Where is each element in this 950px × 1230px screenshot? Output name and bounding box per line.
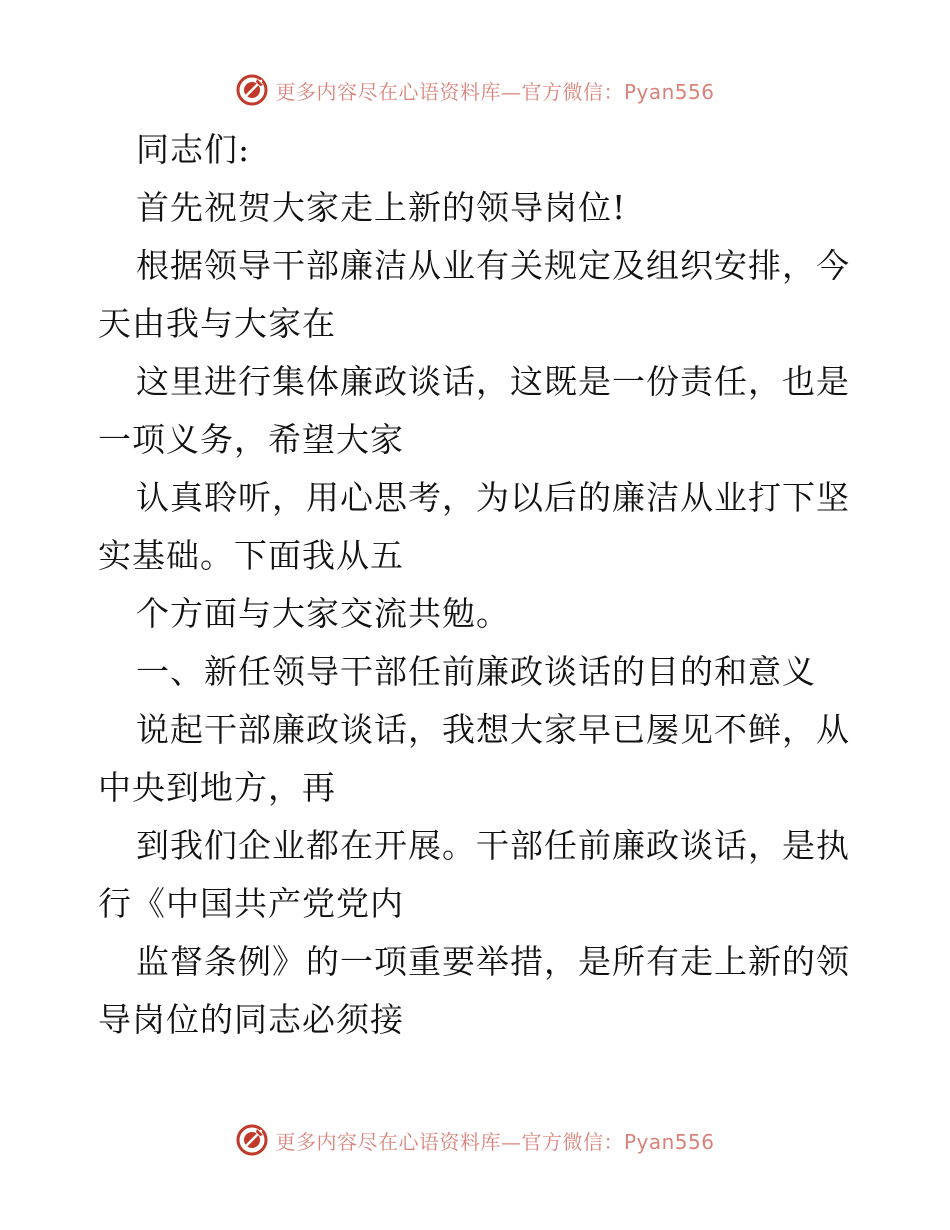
footer-banner <box>0 1120 950 1160</box>
header-banner-main: 更多内容尽在心语资料库— <box>275 79 522 104</box>
logo-icon <box>235 1123 269 1157</box>
footer-banner-wechat: 官方微信：Pyan556 <box>521 1129 715 1154</box>
paragraph-line: 同志们: <box>136 130 251 169</box>
document-body <box>98 121 858 1049</box>
paragraph-line: 个方面与大家交流共勉。 <box>136 594 510 633</box>
logo-icon <box>235 73 269 107</box>
paragraph-line: 监督条例》的一项重要举措，是所有走上新的领 <box>136 942 850 981</box>
paragraph-line: 一项义务，希望大家 <box>98 420 404 459</box>
header-banner-text <box>275 76 714 105</box>
paragraph-line: 认真聆听，用心思考，为以后的廉洁从业打下坚 <box>136 478 850 517</box>
paragraph-line: 天由我与大家在 <box>98 304 336 343</box>
paragraph-line: 首先祝贺大家走上新的领导岗位! <box>136 188 627 227</box>
footer-banner-text <box>275 1126 714 1155</box>
paragraph-line: 到我们企业都在开展。干部任前廉政谈话，是执 <box>136 826 850 865</box>
paragraph-line: 行《中国共产党党内 <box>98 884 404 923</box>
paragraph-line: 中央到地方，再 <box>98 768 336 807</box>
paragraph-line: 实基础。下面我从五 <box>98 536 404 575</box>
section-heading: 一、新任领导干部任前廉政谈话的目的和意义 <box>136 652 816 691</box>
header-banner <box>0 70 950 110</box>
header-banner-wechat: 官方微信：Pyan556 <box>521 79 715 104</box>
footer-banner-main: 更多内容尽在心语资料库— <box>275 1129 522 1154</box>
paragraph-line: 根据领导干部廉洁从业有关规定及组织安排，今 <box>136 246 850 285</box>
paragraph-line: 这里进行集体廉政谈话，这既是一份责任，也是 <box>136 362 850 401</box>
paragraph-line: 说起干部廉政谈话，我想大家早已屡见不鲜，从 <box>136 710 850 749</box>
paragraph-line: 导岗位的同志必须接 <box>98 1000 404 1039</box>
